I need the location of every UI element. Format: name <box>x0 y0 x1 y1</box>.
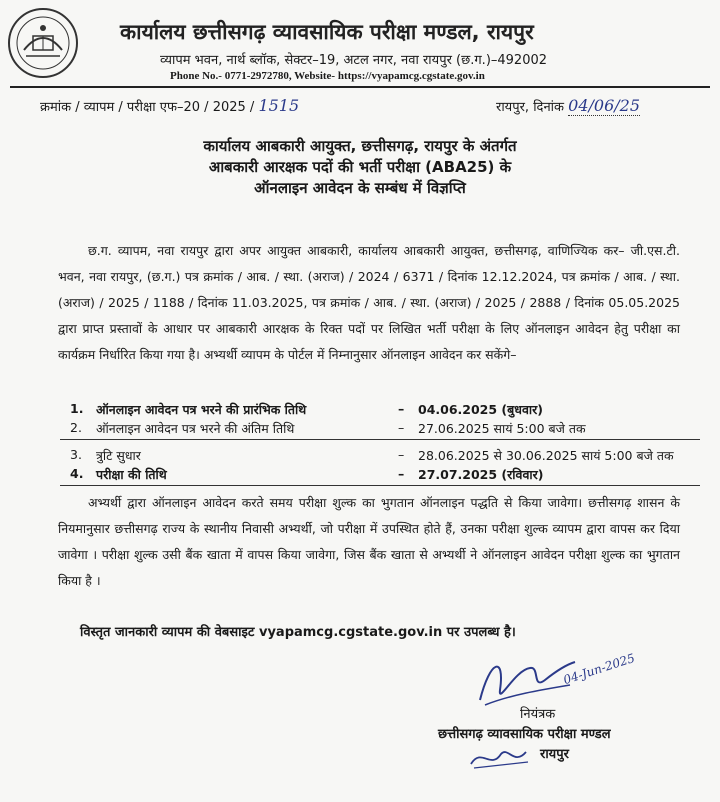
vyapam-logo <box>6 6 80 80</box>
schedule-row: 1. ऑनलाइन आवेदन पत्र भरने की प्रारंभिक तिथि – 04.06.2025 (बुधवार) <box>70 401 543 417</box>
body-paragraph-2: अभ्यर्थी द्वारा ऑनलाइन आवेदन करते समय परीक्षा शुल्क का भुगतान ऑनलाइन पद्धति से किया जावेगा। छत्तीसगढ़ शासन के नियमानुसार छत्तीसगढ़ राज्य के स्थानीय निवासी अभ्यर्थी, जो परीक्षा में उपस्थित होते हैं, उनका परीक्षा शुल्क व्यापम द्वारा वापस कर दिया जावेगा । परीक्षा शुल्क उसी बैंक खाता में वापस किया जावेगा, जिस बैंक खाता से अभ्यर्थी ने ऑनलाइन आवेदन परीक्षा शुल्क का भुगतान किया है । <box>58 495 680 588</box>
reference-prefix: क्रमांक / व्यापम / परीक्षा एफ–20 / 2025 / <box>40 100 255 115</box>
body-paragraph-1: छ.ग. व्यापम, नवा रायपुर द्वारा अपर आयुक्त आबकारी, कार्यालय आबकारी आयुक्त, छत्तीसगढ़, वाणिज्यिक कर– जी.एस.टी. भवन, नवा रायपुर, (छ.ग.) पत्र क्रमांक / आब. / स्था. (अराज) / 2024 / 6371 / दिनांक 12.12.2024, पत्र क्रमांक / आब. / स्था. (अराज) / 2025 / 1188 / दिनांक 11.03.2025, पत्र क्रमांक / आब. / स्था. (अराज) / 2025 / 2888 / दिनांक 05.05.2025 द्वारा प्राप्त प्रस्तावों के आधार पर आबकारी आरक्षक के रिक्त पदों पर लिखित भर्ती परीक्षा के लिए ऑनलाइन आवेदन हेतु परीक्षा का कार्यक्रम निर्धारित किया गया है। अभ्यर्थी व्यापम के पोर्टल में निम्नानुसार ऑनलाइन आवेदन कर सकेंगे– <box>58 243 680 362</box>
place-label: रायपुर, दिनांक <box>496 100 565 115</box>
signature-date: 04-Jun-2025 <box>561 650 637 688</box>
notice-title-line1: कार्यालय आबकारी आयुक्त, छत्तीसगढ़, रायपुर के अंतर्गत <box>203 137 517 155</box>
org-title: कार्यालय छत्तीसगढ़ व्यावसायिक परीक्षा मण्डल, रायपुर <box>120 20 534 44</box>
notice-title-line3: ऑनलाइन आवेदन के सम्बंध में विज्ञप्ति <box>254 179 466 197</box>
notice-title-line2: आबकारी आरक्षक पदों की भर्ती परीक्षा (ABA25) के <box>208 158 512 176</box>
place-date <box>496 96 640 115</box>
header-divider <box>10 86 710 88</box>
signatory-organization: छत्तीसगढ़ व्यावसायिक परीक्षा मण्डल <box>438 727 611 742</box>
signatory-designation: नियंत्रक <box>520 707 556 722</box>
website-info: विस्तृत जानकारी व्यापम की वेबसाइट vyapamcg.cgstate.gov.in पर उपलब्ध है। <box>80 625 516 640</box>
schedule-row: 3. त्रुटि सुधार – 28.06.2025 से 30.06.2025 सायं 5:00 बजे तक <box>70 447 674 463</box>
signatory-city: रायपुर <box>540 747 569 762</box>
initials-scribble <box>466 742 536 772</box>
schedule-row: 2. ऑनलाइन आवेदन पत्र भरने की अंतिम तिथि – 27.06.2025 सायं 5:00 बजे तक <box>60 420 700 440</box>
letter-date: 04/06/25 <box>568 96 641 115</box>
reference-number: 1515 <box>258 96 300 115</box>
schedule-row: 4. परीक्षा की तिथि – 27.07.2025 (रविवार) <box>60 466 700 486</box>
schedule-list <box>60 401 700 490</box>
reference-line <box>40 96 299 115</box>
org-address: व्यापम भवन, नार्थ ब्लॉक, सेक्टर–19, अटल नगर, नवा रायपुर (छ.ग.)–492002 <box>160 53 548 68</box>
org-contact: Phone No.- 0771-2972780, Website- https://vyapamcg.cgstate.gov.in <box>170 70 485 82</box>
